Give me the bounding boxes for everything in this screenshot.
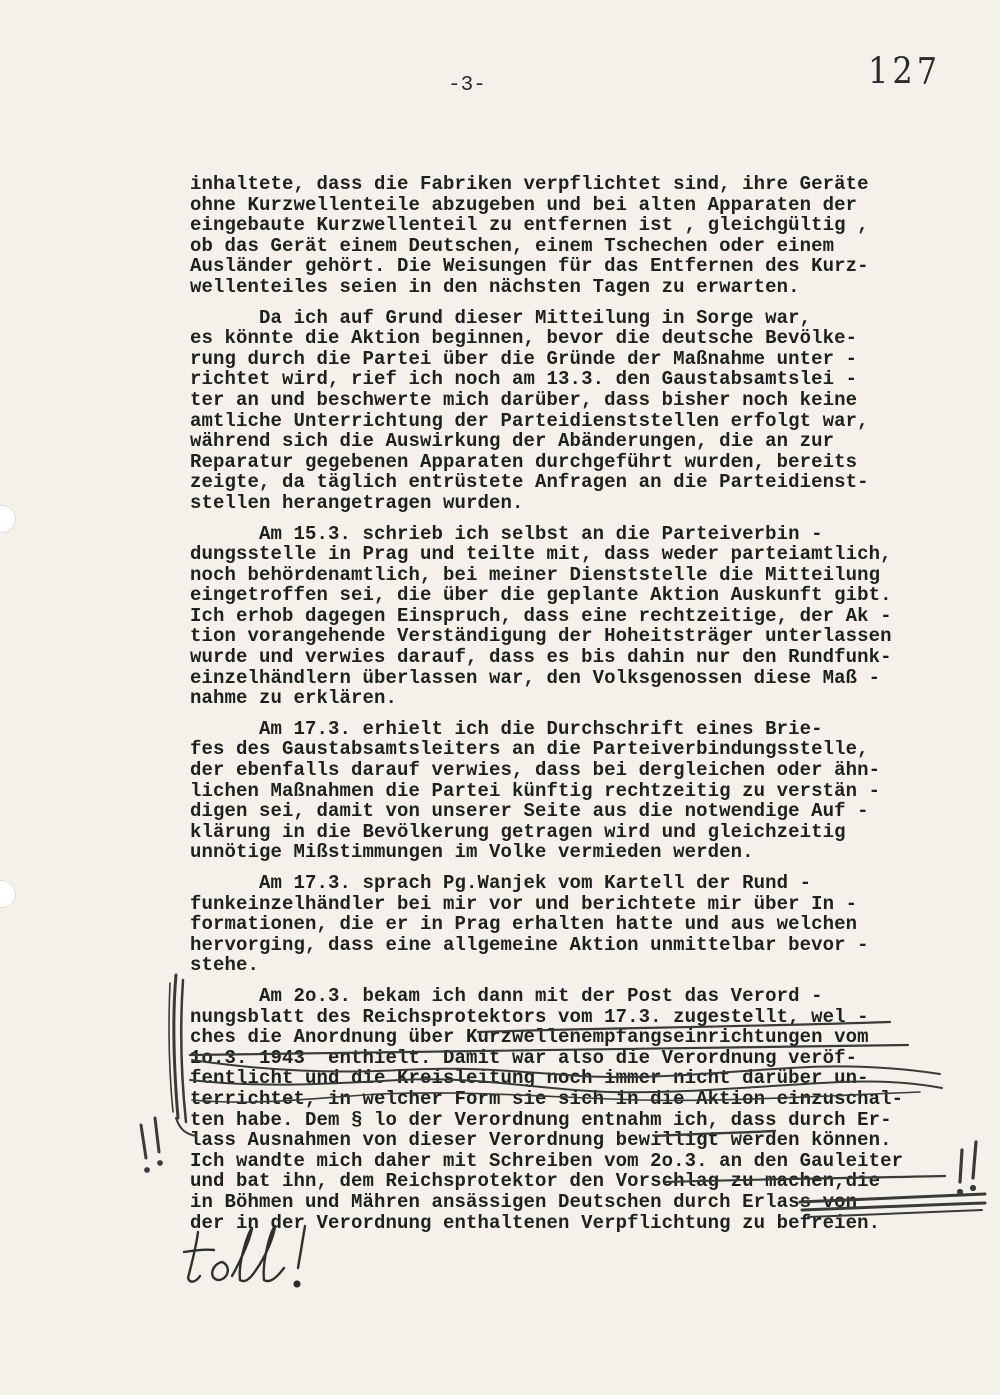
margin-bracket-left-1 [174,975,178,1118]
margin-bracket-left-3 [169,983,173,1112]
text-line: wurde und verwies darauf, dass es bis dahin nur den Rundfunk- [190,646,892,669]
text-line: Am 17.3. erhielt ich die Durchschrift eines Brie- [190,717,823,740]
exclamation-marks-left [141,1118,162,1172]
text-line: Ich erhob dagegen Einspruch, dass eine rechtzeitige, der Ak - [190,604,892,627]
text-line: 1o.3. 1943 enthielt. Damit war also die Verordnung veröf- [190,1046,858,1069]
text-line: es könnte die Aktion beginnen, bevor die deutsche Bevölke- [190,327,858,350]
text-line: amtliche Unterrichtung der Parteidienststellen erfolgt war, [190,409,869,432]
typed-letter-body [190,174,950,1233]
text-line: ches die Anordnung über Kurzwellenempfangseinrichtungen vom [190,1026,869,1049]
text-line: hervorging, dass eine allgemeine Aktion unmittelbar bevor - [190,933,869,956]
text-line: richtet wird, rief ich noch am 13.3. den Gaustabsamtslei - [190,368,858,391]
text-line: formationen, die er in Prag erhalten hatte und aus welchen [190,913,858,936]
text-line: zeigte, da täglich entrüstete Anfragen an die Parteidienst- [190,471,869,494]
text-line: einzelhändlern überlassen war, den Volksgenossen diese Maß - [190,666,881,689]
text-line: eingebaute Kurzwellenteil zu entfernen ist , gleichgültig , [190,214,869,237]
text-line: fes des Gaustabsamtsleiters an die Parteiverbindungsstelle, [190,738,869,761]
text-line: Am 2o.3. bekam ich dann mit der Post das Verord - [190,984,823,1007]
handwritten-note-toll [184,1226,305,1286]
text-line: und bat ihn, dem Reichsprotektor den Vorschlag zu machen,die [190,1170,881,1193]
text-line: stehe. [190,954,260,977]
text-line: lichen Maßnahmen die Partei künftig rechtzeitig zu verstän - [190,779,881,802]
text-line: fentlicht und die Kreisleitung noch immer nicht darüber un- [190,1067,869,1090]
paragraph [190,308,950,514]
text-line: klärung in die Bevölkerung getragen wird und gleichzeitig [190,820,846,843]
text-line: stellen herangetragen wurden. [190,491,524,514]
text-line: der ebenfalls darauf verwies, dass bei dergleichen oder ähn- [190,759,881,782]
text-line: ten habe. Dem § lo der Verordnung entnahm ich, dass durch Er- [190,1108,892,1131]
exclamation-marks-right [957,1142,976,1195]
text-line: Reparatur gegebenen Apparaten durchgeführt wurden, bereits [190,450,858,473]
punch-hole [0,880,16,908]
text-line: Ausländer gehört. Die Weisungen für das Entfernen des Kurz- [190,255,869,278]
folio-number: 127 [868,49,942,93]
text-line: Am 15.3. schrieb ich selbst an die Parteiverbin - [190,522,823,545]
text-line: digen sei, damit von unserer Seite aus die notwendige Auf - [190,800,869,823]
text-line: lass Ausnahmen von dieser Verordnung bewilligt werden können. [190,1129,892,1152]
text-line: ohne Kurzwellenteile abzugeben und bei alten Apparaten der [190,193,858,216]
text-line: Ich wandte mich daher mit Schreiben vom 2o.3. an den Gauleiter [190,1149,904,1172]
paragraph-gap [190,514,950,524]
text-line: nahme zu erklären. [190,687,398,710]
text-line: terrichtet, in welcher Form sie sich in die Aktion einzuschal- [190,1087,904,1110]
text-line: funkeinzelhändler bei mir vor und berichtete mir über In - [190,892,858,915]
paragraph [190,986,950,1233]
text-line: wellenteiles seien in den nächsten Tagen zu erwarten. [190,275,800,298]
text-line: ter an und beschwerte mich darüber, dass bisher noch keine [190,388,858,411]
text-line: noch behördenamtlich, bei meiner Dienststelle die Mitteilung [190,563,881,586]
page-number: -3- [448,74,486,97]
text-line: rung durch die Partei über die Gründe der Maßnahme unter - [190,347,858,370]
paragraph [190,719,950,863]
text-line: unnötige Mißstimmungen im Volke vermieden werden. [190,841,754,864]
text-line: Am 17.3. sprach Pg.Wanjek vom Kartell der Rund - [190,872,812,894]
text-line: dungsstelle in Prag und teilte mit, dass weder parteiamtlich, [190,543,892,566]
text-line: inhaltete, dass die Fabriken verpflichtet sind, ihre Geräte [190,173,869,195]
paragraph [190,174,950,298]
paragraph [190,524,950,709]
paragraph [190,873,950,976]
text-line: nungsblatt des Reichsprotektors vom 17.3. zugestellt, wel - [190,1005,869,1028]
text-line: in Böhmen und Mähren ansässigen Deutschen durch Erlass von [190,1190,858,1213]
text-line: tion vorangehende Verständigung der Hoheitsträger unterlassen [190,625,892,648]
text-line: Da ich auf Grund dieser Mitteilung in Sorge war, [190,306,812,329]
text-line: eingetroffen sei, die über die geplante Aktion Auskunft gibt. [190,584,892,607]
text-line: der in der Verordnung enthaltenen Verpflichtung zu befreien. [190,1211,881,1234]
margin-bracket-left-2 [181,980,186,1122]
text-line: während sich die Auswirkung der Abänderungen, die an zur [190,430,835,453]
text-line: ob das Gerät einem Deutschen, einem Tschechen oder einem [190,234,835,257]
punch-hole [0,505,16,533]
